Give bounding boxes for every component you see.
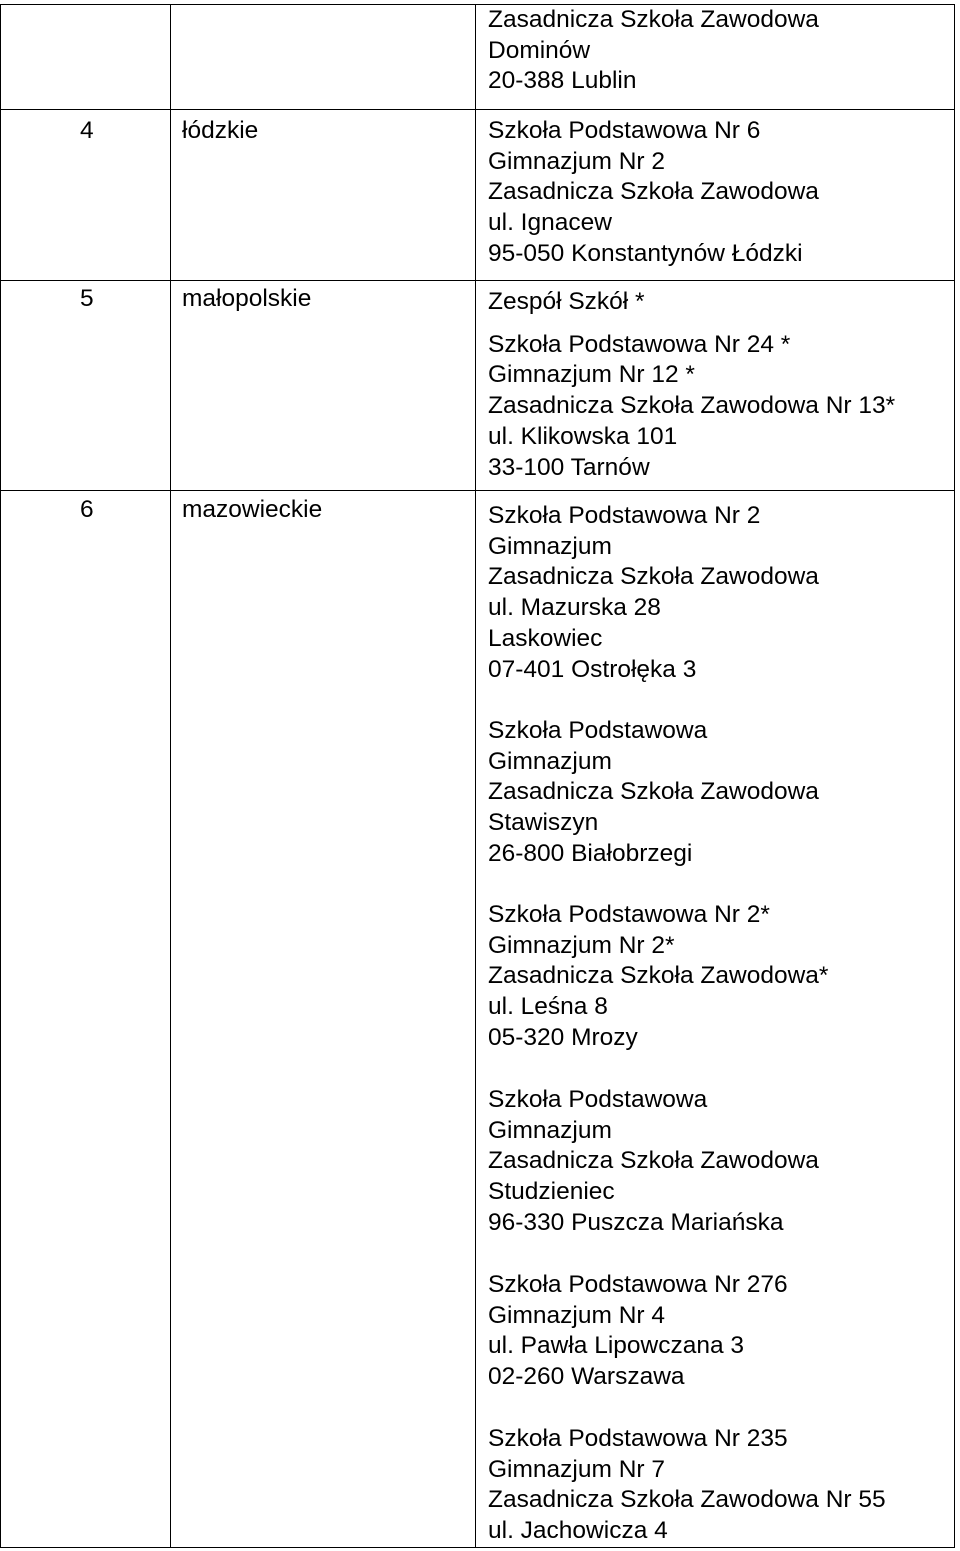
address-line: Gimnazjum Nr 12 * — [488, 361, 695, 389]
address-line: ul. Jachowicza 4 — [488, 1517, 668, 1545]
column-divider — [170, 5, 171, 1547]
address-line: Gimnazjum — [488, 747, 612, 775]
address-line: 02-260 Warszawa — [488, 1363, 685, 1391]
school-address-block — [488, 1424, 886, 1547]
row-number: 6 — [80, 496, 94, 523]
school-address-block — [488, 716, 819, 870]
address-line: Szkoła Podstawowa Nr 2* — [488, 901, 770, 928]
address-line: Laskowiec — [488, 624, 603, 652]
address-line: Zasadnicza Szkoła Zawodowa — [488, 6, 819, 33]
address-line: Szkoła Podstawowa Nr 2 — [488, 502, 761, 529]
address-line: ul. Ignacew — [488, 209, 612, 237]
schools-table — [0, 4, 955, 1548]
address-line: 33-100 Tarnów — [488, 453, 650, 481]
address-line: Gimnazjum — [488, 1116, 612, 1144]
address-line: Szkoła Podstawowa Nr 24 * — [488, 330, 791, 358]
school-address-block — [488, 1085, 819, 1239]
address-line: Zasadnicza Szkoła Zawodowa Nr 55 — [488, 1486, 886, 1514]
row-divider — [1, 109, 954, 110]
address-line: ul. Klikowska 101 — [488, 422, 678, 450]
address-line: 20-388 Lublin — [488, 67, 637, 95]
address-line: Szkoła Podstawowa Nr 235 — [488, 1425, 788, 1452]
address-line: Szkoła Podstawowa Nr 276 — [488, 1271, 788, 1298]
row-number: 5 — [80, 285, 94, 312]
address-line: Gimnazjum Nr 4 — [488, 1301, 665, 1329]
address-line: Szkoła Podstawowa — [488, 1086, 708, 1113]
address-line: Zasadnicza Szkoła Zawodowa* — [488, 962, 829, 990]
address-line: 95-050 Konstantynów Łódzki — [488, 239, 803, 267]
address-line: Gimnazjum Nr 2* — [488, 931, 675, 959]
school-address-block — [488, 116, 819, 270]
address-line: ul. Pawła Lipowczana 3 — [488, 1332, 745, 1360]
row-divider — [1, 490, 954, 491]
region-name: łódzkie — [182, 117, 259, 144]
address-line: Zasadnicza Szkoła Zawodowa Nr 13* — [488, 392, 896, 420]
row-divider — [1, 280, 954, 281]
address-line: Zasadnicza Szkoła Zawodowa — [488, 178, 819, 206]
address-line: 96-330 Puszcza Mariańska — [488, 1208, 784, 1236]
address-line: Zasadnicza Szkoła Zawodowa — [488, 1147, 819, 1175]
address-line: 26-800 Białobrzegi — [488, 839, 693, 867]
school-address-block — [488, 900, 828, 1054]
address-line: 05-320 Mrozy — [488, 1023, 638, 1051]
school-address-block — [488, 287, 895, 483]
address-line: Studzieniec — [488, 1178, 615, 1206]
address-line: Zasadnicza Szkoła Zawodowa — [488, 778, 819, 806]
address-line: Zasadnicza Szkoła Zawodowa — [488, 563, 819, 591]
region-name: małopolskie — [182, 285, 312, 312]
address-line: Stawiszyn — [488, 809, 599, 837]
address-line: Dominów — [488, 36, 591, 64]
address-line: Gimnazjum — [488, 532, 612, 560]
address-line: Szkoła Podstawowa — [488, 717, 708, 744]
address-line: Gimnazjum Nr 7 — [488, 1455, 665, 1483]
school-address-block — [488, 501, 819, 685]
address-line: Zespół Szkół * — [488, 288, 645, 315]
school-address-block — [488, 5, 819, 97]
school-address-block — [488, 1270, 788, 1393]
address-line: ul. Leśna 8 — [488, 993, 608, 1021]
column-divider — [475, 5, 476, 1547]
region-name: mazowieckie — [182, 496, 323, 523]
address-line: Gimnazjum Nr 2 — [488, 147, 665, 175]
address-line: ul. Mazurska 28 — [488, 594, 661, 622]
row-number: 4 — [80, 117, 94, 144]
address-line: 07-401 Ostrołęka 3 — [488, 655, 697, 683]
address-line: Szkoła Podstawowa Nr 6 — [488, 117, 761, 144]
